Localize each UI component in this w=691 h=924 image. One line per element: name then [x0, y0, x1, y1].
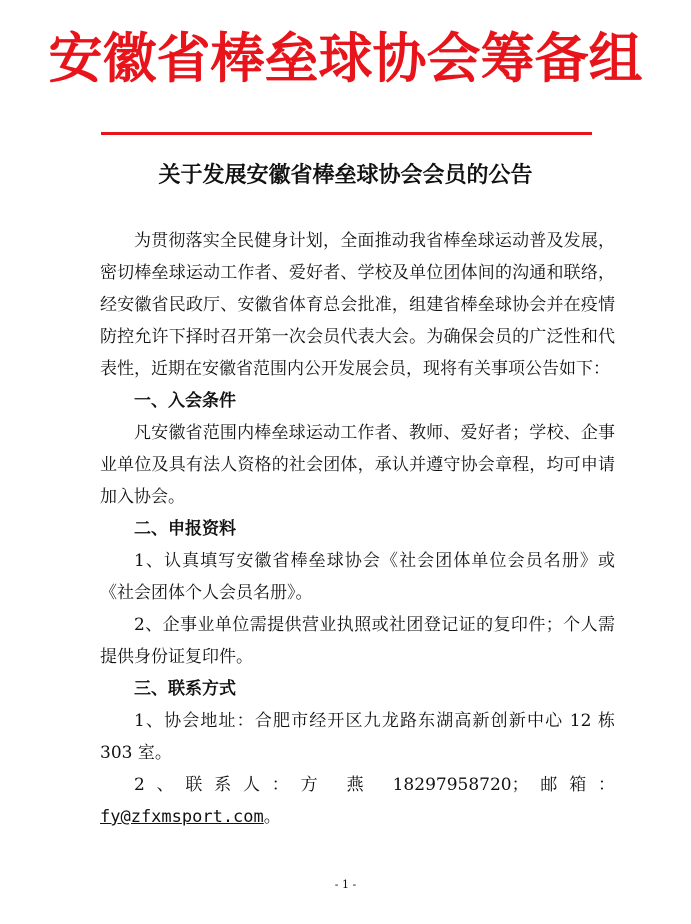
section-heading-contact: 三、联系方式: [134, 679, 236, 699]
intro-paragraph: 为贯彻落实全民健身计划，全面推动我省棒垒球运动普及发展，密切棒垒球运动工作者、爱好者、学校及单位团体间的沟通和联络，经安徽省民政厅、安徽省体育总会批准，组建省棒垒球协会并在疫情防控允许下择时召开第一次会员代表大会。为确保会员的广泛性和代表性，近期在安徽省范围内公开发展会员，现将有关事项公告如下：: [100, 231, 615, 379]
organization-name: 安徽省棒垒球协会筹备组: [48, 27, 643, 90]
notice-title: 关于发展安徽省棒垒球协会会员的公告: [158, 163, 533, 188]
red-divider-line: [101, 132, 592, 135]
contact-line-end: 。: [263, 807, 281, 827]
section-heading-application-materials: 二、申报资料: [134, 519, 236, 539]
contact-address: 1、协会地址：合肥市经开区九龙路东湖高新创新中心 12 栋 303 室。: [100, 711, 615, 763]
materials-item-1: 1、认真填写安徽省棒垒球协会《社会团体单位会员名册》或《社会团体个人会员名册》。: [100, 551, 615, 603]
section-heading-membership-conditions: 一、入会条件: [134, 391, 236, 411]
notice-body: [100, 225, 615, 833]
materials-item-2: 2、企事业单位需提供营业执照或社团登记证的复印件；个人需提供身份证复印件。: [100, 615, 615, 667]
contact-email-link[interactable]: fy@zfxmsport.com: [100, 807, 264, 827]
membership-conditions-paragraph: 凡安徽省范围内棒垒球运动工作者、教师、爱好者；学校、企事业单位及具有法人资格的社会团体，承认并遵守协会章程，均可申请加入协会。: [100, 423, 615, 507]
page-number: - 1 -: [334, 878, 357, 891]
contact-person-line: [100, 769, 615, 833]
contact-person-text: 2、联系人：方 燕 18297958720；邮箱：: [134, 775, 615, 795]
